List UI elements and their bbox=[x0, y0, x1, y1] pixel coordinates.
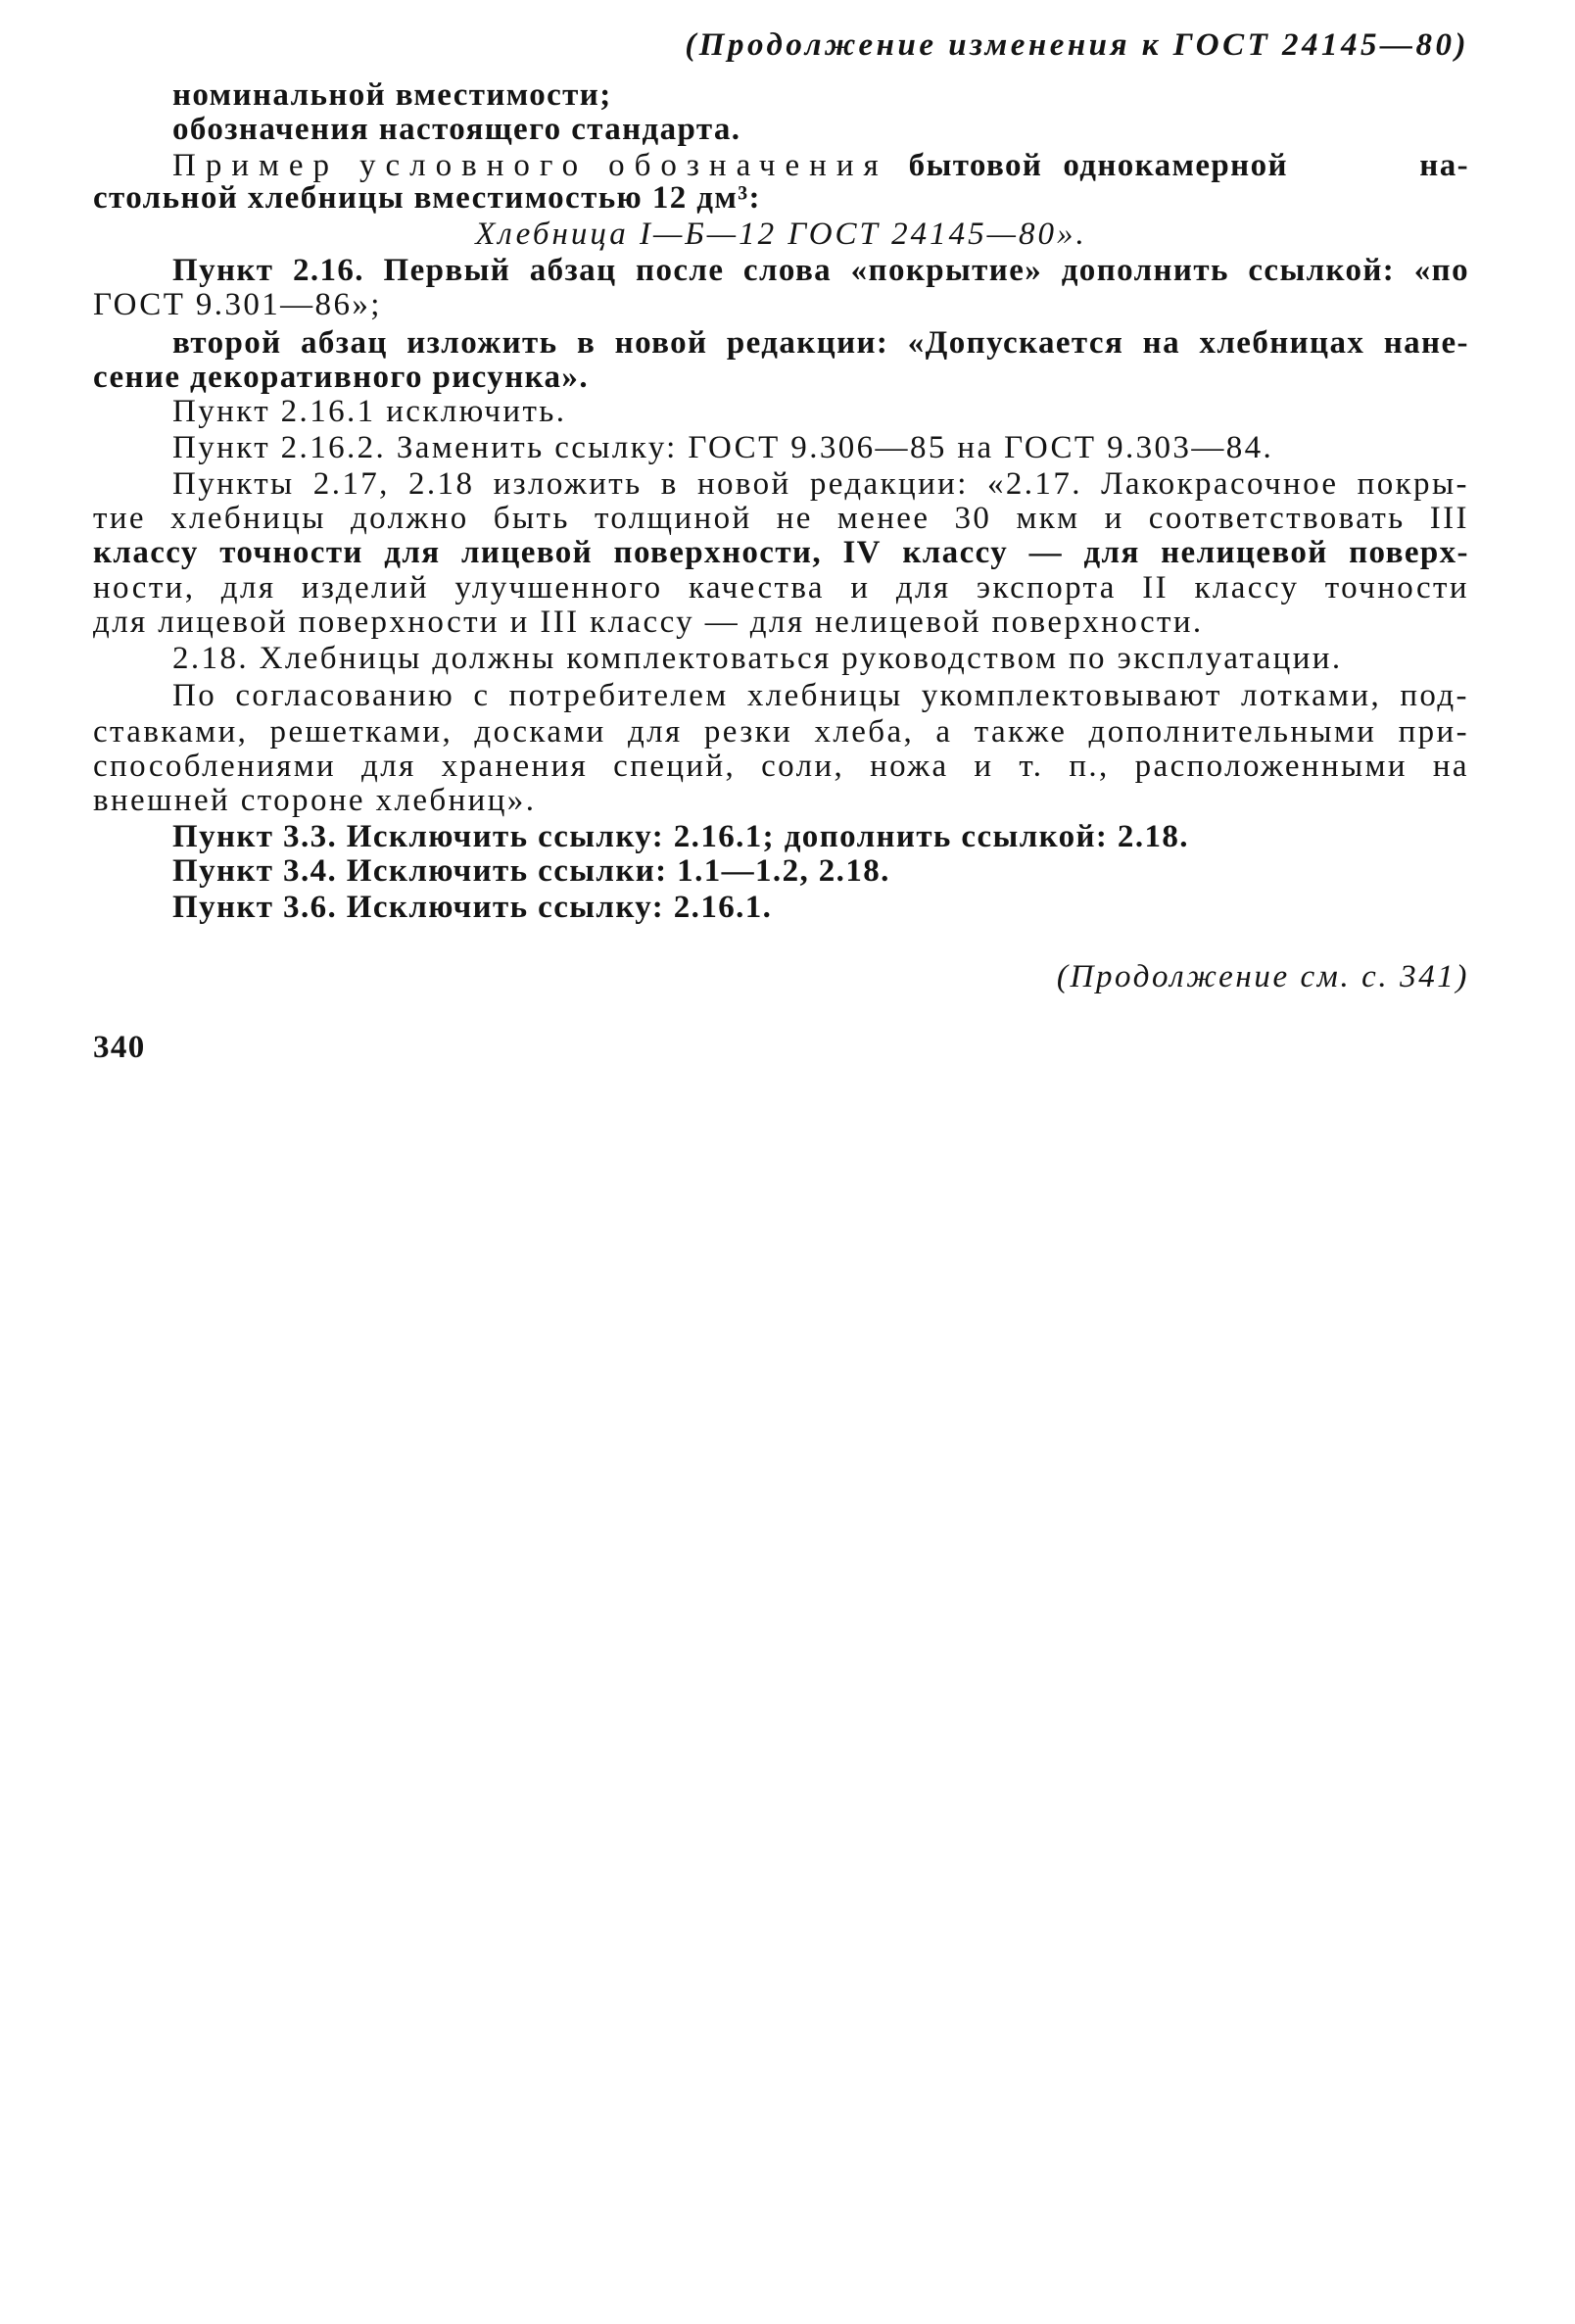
word: «по bbox=[1413, 253, 1469, 288]
word: «покрытие» bbox=[850, 253, 1043, 288]
word: покры- bbox=[1357, 466, 1469, 502]
word: ножа bbox=[870, 749, 949, 784]
word: резки bbox=[703, 714, 793, 750]
item-2-16-line bbox=[93, 253, 1469, 288]
word: для bbox=[220, 570, 276, 605]
word: для bbox=[895, 570, 951, 605]
word: слова bbox=[742, 253, 833, 288]
example-designation: Хлебница I—Б—12 ГОСТ 24145—80». bbox=[475, 217, 1087, 252]
word: хлеба, bbox=[814, 714, 915, 750]
word: в bbox=[576, 325, 597, 361]
word: Лакокрасочное bbox=[1101, 466, 1339, 502]
item-2-16-line: ГОСТ 9.301—86»; bbox=[93, 287, 382, 322]
word: абзац bbox=[529, 253, 617, 288]
item-2-16-second-paragraph-line bbox=[93, 325, 1469, 361]
word: после bbox=[636, 253, 725, 288]
items-2-17-2-18-line bbox=[93, 570, 1469, 605]
word: классу bbox=[93, 535, 199, 570]
word: хлебницы bbox=[170, 501, 326, 536]
word: с bbox=[473, 678, 491, 713]
word: 30 bbox=[954, 501, 992, 536]
word: укомплектовывают bbox=[921, 678, 1222, 713]
word: новой bbox=[696, 466, 791, 502]
word: обозначения bbox=[608, 148, 888, 183]
word: не bbox=[776, 501, 813, 536]
word: IV bbox=[842, 535, 882, 570]
word: «2.17. bbox=[986, 466, 1082, 502]
word: условного bbox=[359, 148, 589, 183]
word: быть bbox=[493, 501, 570, 536]
word: на bbox=[1142, 325, 1180, 361]
word: классу bbox=[1194, 570, 1300, 605]
word: «Допускается bbox=[907, 325, 1124, 361]
word: изложить bbox=[493, 466, 643, 502]
word: мкм bbox=[1016, 501, 1080, 536]
word: улучшенного bbox=[454, 570, 663, 605]
word: абзац bbox=[301, 325, 388, 361]
item-2-18-line: 2.18. Хлебницы должны комплектоваться руководством по эксплуатации. bbox=[172, 641, 1343, 676]
word: хлебницах bbox=[1199, 325, 1365, 361]
word: Пример bbox=[172, 148, 340, 183]
word: лицевой bbox=[461, 535, 594, 570]
word: на- bbox=[1419, 148, 1469, 183]
word: менее bbox=[836, 501, 931, 536]
word: редакции: bbox=[809, 466, 969, 502]
word: п., bbox=[1069, 749, 1110, 784]
word: ставками, bbox=[93, 714, 249, 750]
word: точности bbox=[1324, 570, 1469, 605]
word: новой bbox=[614, 325, 708, 361]
word: экспорта bbox=[976, 570, 1117, 605]
item-2-16-1-line: Пункт 2.16.1 исключить. bbox=[172, 394, 567, 429]
continuation-note: (Продолжение см. с. 341) bbox=[1056, 959, 1469, 994]
items-2-17-2-18-line: для лицевой поверхности и III классу — для нелицевой поверхности. bbox=[93, 605, 1204, 640]
word: на bbox=[1432, 749, 1469, 784]
word: решетками, bbox=[269, 714, 453, 750]
word: т. bbox=[1019, 749, 1044, 784]
list-item-nominal-capacity: номинальной вместимости; bbox=[172, 77, 612, 113]
word: тие bbox=[93, 501, 146, 536]
word: в bbox=[660, 466, 679, 502]
agreement-paragraph-line bbox=[93, 714, 1469, 750]
word: согласованию bbox=[235, 678, 455, 713]
example-intro-line bbox=[93, 148, 1469, 183]
word: редакции: bbox=[726, 325, 889, 361]
items-2-17-2-18-line bbox=[93, 535, 1469, 570]
item-3-6-line: Пункт 3.6. Исключить ссылку: 2.16.1. bbox=[172, 890, 773, 925]
word: второй bbox=[172, 325, 282, 361]
word: и bbox=[974, 749, 994, 784]
word: досками bbox=[474, 714, 606, 750]
item-2-16-second-paragraph-line: сение декоративного рисунка». bbox=[93, 360, 589, 395]
agreement-paragraph-line bbox=[93, 749, 1469, 784]
word: а bbox=[935, 714, 953, 750]
word: также bbox=[974, 714, 1068, 750]
word: поверхности, bbox=[613, 535, 822, 570]
word: изложить bbox=[406, 325, 558, 361]
word: способлениями bbox=[93, 749, 337, 784]
word: однокамерной bbox=[1063, 148, 1288, 183]
word: дополнительными bbox=[1088, 714, 1377, 750]
word: для bbox=[384, 535, 441, 570]
item-2-16-2-line: Пункт 2.16.2. Заменить ссылку: ГОСТ 9.306—85 на ГОСТ 9.303—84. bbox=[172, 430, 1274, 465]
word: специй, bbox=[613, 749, 737, 784]
example-intro-continuation: стольной хлебницы вместимостью 12 дм³: bbox=[93, 180, 761, 216]
word: для bbox=[1083, 535, 1140, 570]
item-3-4-line: Пункт 3.4. Исключить ссылки: 1.1—1.2, 2.18. bbox=[172, 853, 890, 889]
items-2-17-2-18-line bbox=[93, 501, 1469, 536]
word: классу bbox=[902, 535, 1009, 570]
word: при- bbox=[1398, 714, 1469, 750]
word: хранения bbox=[441, 749, 589, 784]
word: расположенными bbox=[1134, 749, 1408, 784]
word: ссылкой: bbox=[1248, 253, 1396, 288]
word: потребителем bbox=[508, 678, 729, 713]
agreement-paragraph-line bbox=[93, 678, 1469, 713]
word: нелицевой bbox=[1161, 535, 1328, 570]
word: поверх- bbox=[1349, 535, 1469, 570]
word: 2.17, bbox=[312, 466, 390, 502]
agreement-paragraph-line: внешней стороне хлебниц». bbox=[93, 783, 537, 818]
list-item-standard-designation: обозначения настоящего стандарта. bbox=[172, 112, 741, 147]
word: соответствовать bbox=[1148, 501, 1406, 536]
word: 2.16. bbox=[292, 253, 364, 288]
word: 2.18 bbox=[408, 466, 475, 502]
word: Пункт bbox=[172, 253, 274, 288]
word: должно bbox=[350, 501, 469, 536]
word: По bbox=[172, 678, 217, 713]
word: ности, bbox=[93, 570, 196, 605]
word: качества bbox=[688, 570, 825, 605]
word: толщиной bbox=[594, 501, 752, 536]
item-3-3-line: Пункт 3.3. Исключить ссылку: 2.16.1; дополнить ссылкой: 2.18. bbox=[172, 819, 1189, 854]
word: дополнить bbox=[1061, 253, 1229, 288]
word: соли, bbox=[761, 749, 845, 784]
word: точности bbox=[219, 535, 363, 570]
word: для bbox=[361, 749, 416, 784]
page-number: 340 bbox=[93, 1030, 146, 1065]
items-2-17-2-18-line bbox=[93, 466, 1469, 502]
word: Первый bbox=[383, 253, 511, 288]
word: Пункты bbox=[172, 466, 295, 502]
word: хлебницы bbox=[746, 678, 903, 713]
word: и bbox=[850, 570, 871, 605]
word: под- bbox=[1400, 678, 1469, 713]
word: и bbox=[1104, 501, 1124, 536]
word: лотками, bbox=[1241, 678, 1382, 713]
word: нане- bbox=[1383, 325, 1469, 361]
word: III bbox=[1429, 501, 1469, 536]
word: бытовой bbox=[908, 148, 1043, 183]
running-header: (Продолжение изменения к ГОСТ 24145—80) bbox=[685, 27, 1469, 63]
word: II bbox=[1142, 570, 1169, 605]
word: для bbox=[627, 714, 683, 750]
word: изделий bbox=[301, 570, 429, 605]
word: — bbox=[1028, 535, 1063, 570]
